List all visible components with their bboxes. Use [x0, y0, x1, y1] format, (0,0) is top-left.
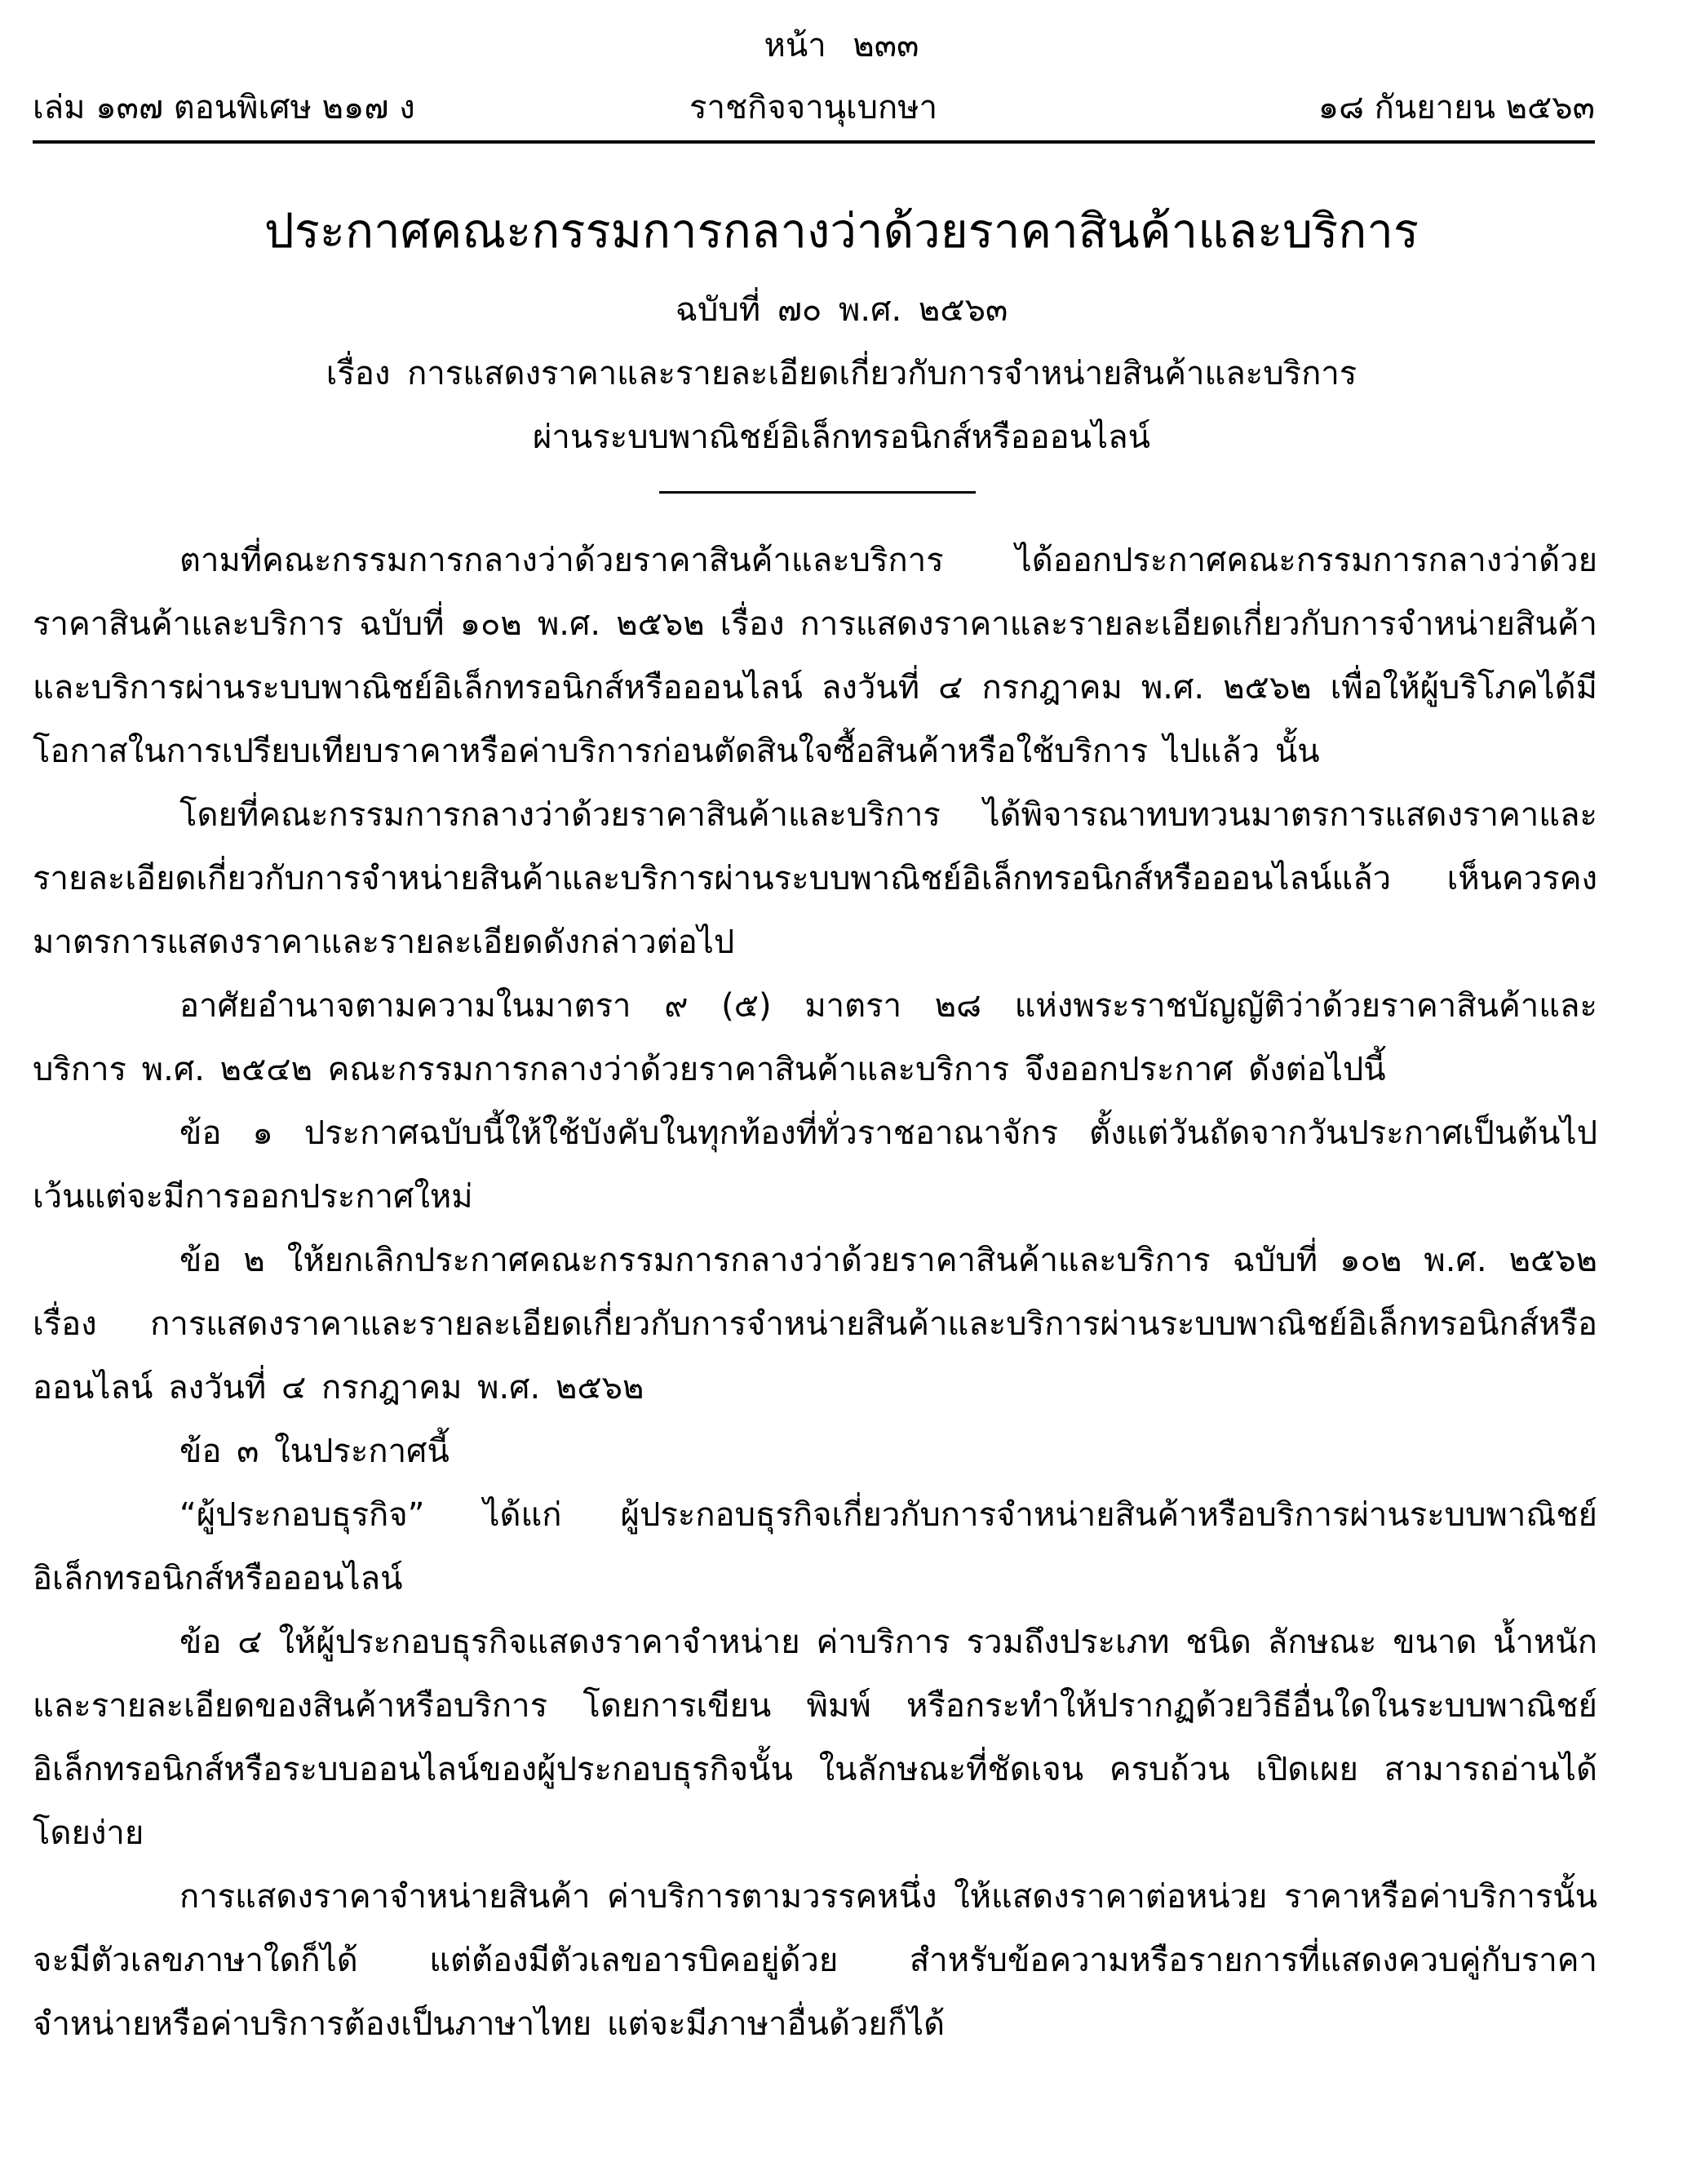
document-subject-continued: ผ่านระบบพาณิชย์อิเล็กทรอนิกส์หรือออนไลน์: [532, 419, 1151, 456]
title-divider: [659, 491, 976, 494]
clause-1: ข้อ ๑ ประกาศฉบับนี้ให้ใช้บังคับในทุกท้องที่ทั่วราชอาณาจักร ตั้งแต่วันถัดจากวันประกาศเป็นต้นไป เว้นแต่จะมีการออกประกาศใหม่: [33, 1114, 1597, 1216]
document-issue: ฉบับที่ ๗๐ พ.ศ. ๒๕๖๓: [675, 291, 1008, 329]
definition-business-operator: “ผู้ประกอบธุรกิจ” ได้แก่ ผู้ประกอบธุรกิจเกี่ยวกับการจำหน่ายสินค้าหรือบริการผ่านระบบพาณิชย์อิเล็กทรอนิกส์หรือออนไลน์: [33, 1496, 1597, 1597]
clause-4-paragraph-2: การแสดงราคาจำหน่ายสินค้า ค่าบริการตามวรรคหนึ่ง ให้แสดงราคาต่อหน่วย ราคาหรือค่าบริการนั้นจะมีตัวเลขภาษาใดก็ได้ แต่ต้องมีตัวเลขอารบิคอยู่ด้วย สำหรับข้อความหรือรายการที่แสดงควบคู่กับราคาจำหน่ายหรือค่าบริการต้องเป็นภาษาไทย แต่จะมีภาษาอื่นด้วยก็ได้: [33, 1878, 1597, 2043]
paragraph-preamble: ตามที่คณะกรรมการกลางว่าด้วยราคาสินค้าและบริการ ได้ออกประกาศคณะกรรมการกลางว่าด้วยราคาสินค้าและบริการ ฉบับที่ ๑๐๒ พ.ศ. ๒๕๖๒ เรื่อง การแสดงราคาและรายละเอียดเกี่ยวกับการจำหน่ายสินค้าและบริการผ่านระบบพาณิชย์อิเล็กทรอนิกส์หรือออนไลน์ ลงวันที่ ๔ กรกฎาคม พ.ศ. ๒๕๖๒ เพื่อให้ผู้บริโภคได้มีโอกาสในการเปรียบเทียบราคาหรือค่าบริการก่อนตัดสินใจซื้อสินค้าหรือใช้บริการ ไปแล้ว นั้น: [33, 542, 1597, 770]
clause-4: ข้อ ๔ ให้ผู้ประกอบธุรกิจแสดงราคาจำหน่าย ค่าบริการ รวมถึงประเภท ชนิด ลักษณะ ขนาด น้ำหนัก และรายละเอียดของสินค้าหรือบริการ โดยการเขียน พิมพ์ หรือกระทำให้ปรากฏด้วยวิธีอื่นใดในระบบพาณิชย์อิเล็กทรอนิกส์หรือระบบออนไลน์ของผู้ประกอบธุรกิจนั้น ในลักษณะที่ชัดเจน ครบถ้วน เปิดเผย สามารถอ่านได้โดยง่าย: [33, 1624, 1597, 1852]
paragraph-review: โดยที่คณะกรรมการกลางว่าด้วยราคาสินค้าและบริการ ได้พิจารณาทบทวนมาตรการแสดงราคาและรายละเอียดเกี่ยวกับการจำหน่ายสินค้าและบริการผ่านระบบพาณิชย์อิเล็กทรอนิกส์หรือออนไลน์แล้ว เห็นควรคงมาตรการแสดงราคาและรายละเอียดดังกล่าวต่อไป: [33, 796, 1597, 961]
page-number: หน้า ๒๓๓: [764, 27, 919, 64]
volume-info: เล่ม ๑๓๗ ตอนพิเศษ ๒๑๗ ง: [33, 89, 415, 126]
document-subject: เรื่อง การแสดงราคาและรายละเอียดเกี่ยวกับการจำหน่ายสินค้าและบริการ: [326, 355, 1357, 392]
gazette-header: [33, 82, 1595, 134]
publication-date: ๑๘ กันยายน ๒๕๖๓: [1318, 89, 1595, 126]
header-divider: [33, 140, 1595, 144]
clause-2: ข้อ ๒ ให้ยกเลิกประกาศคณะกรรมการกลางว่าด้วยราคาสินค้าและบริการ ฉบับที่ ๑๐๒ พ.ศ. ๒๕๖๒ เรื่อง การแสดงราคาและรายละเอียดเกี่ยวกับการจำหน่ายสินค้าและบริการผ่านระบบพาณิชย์อิเล็กทรอนิกส์หรือออนไลน์ ลงวันที่ ๔ กรกฎาคม พ.ศ. ๒๕๖๒: [33, 1242, 1597, 1407]
paragraph-authority: อาศัยอำนาจตามความในมาตรา ๙ (๕) มาตรา ๒๘ แห่งพระราชบัญญัติว่าด้วยราคาสินค้าและบริการ พ.ศ. ๒๕๔๒ คณะกรรมการกลางว่าด้วยราคาสินค้าและบริการ จึงออกประกาศ ดังต่อไปนี้: [33, 987, 1597, 1088]
clause-3: ข้อ ๓ ในประกาศนี้: [179, 1433, 450, 1470]
publication-name: ราชกิจจานุเบกษา: [689, 89, 938, 126]
document-title: ประกาศคณะกรรมการกลางว่าด้วยราคาสินค้าและบริการ: [264, 203, 1419, 259]
document-body: [33, 529, 1597, 2056]
